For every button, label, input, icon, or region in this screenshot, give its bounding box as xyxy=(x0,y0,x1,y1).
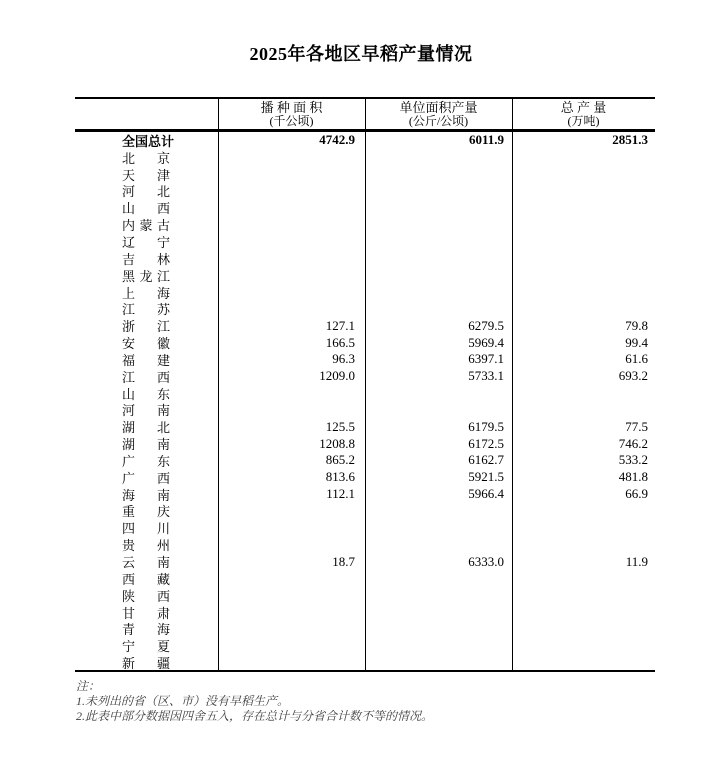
yield-value: 6011.9 xyxy=(468,132,504,148)
region-name: 湖 北 xyxy=(122,420,170,436)
output-value: 61.6 xyxy=(625,351,648,367)
region-name: 北 京 xyxy=(122,150,170,166)
region-name: 福 建 xyxy=(122,352,170,368)
header-output-unit: (万吨) xyxy=(567,114,600,128)
sown-area-value: 4742.9 xyxy=(319,132,355,148)
table-row xyxy=(75,536,655,553)
table-row xyxy=(75,284,655,301)
table-row xyxy=(75,418,655,435)
table-row xyxy=(75,402,655,419)
output-value: 66.9 xyxy=(625,486,648,502)
region-name: 吉 林 xyxy=(122,251,170,267)
footnote-heading: 注： xyxy=(76,679,101,693)
sown-area-value: 813.6 xyxy=(325,469,355,485)
table-row xyxy=(75,300,655,317)
table-row xyxy=(75,385,655,402)
table-row xyxy=(75,654,655,671)
table-row xyxy=(75,183,655,200)
region-name: 黑 龙 江 xyxy=(122,268,170,284)
region-cell xyxy=(75,653,218,672)
table-row xyxy=(75,351,655,368)
sown-area-value: 166.5 xyxy=(325,334,355,350)
table-row xyxy=(75,553,655,570)
sown-area-value: 18.7 xyxy=(332,553,355,569)
yield-value: 6397.1 xyxy=(468,351,504,367)
region-name: 内 蒙 古 xyxy=(122,218,170,234)
sown-area-value: 96.3 xyxy=(332,351,355,367)
output-value: 99.4 xyxy=(625,334,648,350)
footnote-item: 2.此表中部分数据因四舍五入，存在总计与分省合计数不等的情况。 xyxy=(76,709,434,723)
header-sown-area-unit: (千公顷) xyxy=(269,114,314,128)
table-row xyxy=(75,267,655,284)
yield-value: 6279.5 xyxy=(468,317,504,333)
region-name: 广 西 xyxy=(122,470,170,486)
header-output-label: 总 产 量 xyxy=(560,100,607,115)
output-value: 11.9 xyxy=(625,553,648,569)
table-row xyxy=(75,166,655,183)
region-name: 重 庆 xyxy=(122,504,170,520)
table-row xyxy=(75,469,655,486)
region-name: 陕 西 xyxy=(122,588,170,604)
table-row xyxy=(75,604,655,621)
region-name: 辽 宁 xyxy=(122,234,170,250)
output-value: 693.2 xyxy=(618,368,648,384)
region-name: 江 苏 xyxy=(122,302,170,318)
table-row xyxy=(75,132,655,149)
table-row xyxy=(75,216,655,233)
region-name: 贵 州 xyxy=(122,538,170,554)
table-row xyxy=(75,317,655,334)
yield-value: 5921.5 xyxy=(468,469,504,485)
yield-value: 6162.7 xyxy=(468,452,504,468)
yield-value: 6172.5 xyxy=(468,435,504,451)
region-name: 天 津 xyxy=(122,167,170,183)
header-yield-unit: (公斤/公顷) xyxy=(408,114,469,128)
footnotes xyxy=(76,679,433,724)
table-row xyxy=(75,570,655,587)
sown-area-value: 1209.0 xyxy=(319,368,355,384)
region-name: 山 西 xyxy=(122,201,170,217)
region-name: 广 东 xyxy=(122,453,170,469)
table-row xyxy=(75,250,655,267)
output-value: 533.2 xyxy=(618,452,648,468)
yield-value: 5966.4 xyxy=(468,486,504,502)
region-name: 安 徽 xyxy=(122,336,170,352)
region-name: 海 南 xyxy=(122,487,170,503)
region-name: 青 海 xyxy=(122,622,170,638)
header-yield xyxy=(365,99,512,129)
output-value: 77.5 xyxy=(625,418,648,434)
region-name: 四 川 xyxy=(122,521,170,537)
region-name: 河 南 xyxy=(122,403,170,419)
output-value: 746.2 xyxy=(618,435,648,451)
region-name: 新 疆 xyxy=(122,656,170,672)
yield-value: 6333.0 xyxy=(468,553,504,569)
region-name: 西 藏 xyxy=(122,571,170,587)
header-output xyxy=(512,99,655,129)
table-row xyxy=(75,149,655,166)
region-name: 浙 江 xyxy=(122,319,170,335)
output-value: 481.8 xyxy=(618,469,648,485)
table-row xyxy=(75,486,655,503)
sown-area-value: 1208.8 xyxy=(319,435,355,451)
yield-value: 5969.4 xyxy=(468,334,504,350)
output-value: 2851.3 xyxy=(612,132,648,148)
region-name: 湖 南 xyxy=(122,437,170,453)
region-name: 宁 夏 xyxy=(122,639,170,655)
region-name: 山 东 xyxy=(122,386,170,402)
region-name: 甘 肃 xyxy=(122,605,170,621)
table-row xyxy=(75,503,655,520)
header-yield-label: 单位面积产量 xyxy=(399,100,478,115)
header-sown-area-label: 播 种 面 积 xyxy=(260,100,323,115)
sown-area-value: 112.1 xyxy=(326,486,355,502)
region-name: 上 海 xyxy=(122,285,170,301)
table-row xyxy=(75,637,655,654)
region-name: 全国总计 xyxy=(122,133,175,149)
table-row xyxy=(75,452,655,469)
sown-area-value: 125.5 xyxy=(325,418,355,434)
table-row xyxy=(75,519,655,536)
footnote-item: 1.未列出的省（区、市）没有早稻生产。 xyxy=(76,694,290,708)
yield-value: 6179.5 xyxy=(468,418,504,434)
table-row xyxy=(75,233,655,250)
header-sown-area xyxy=(218,99,365,129)
sown-area-value: 865.2 xyxy=(325,452,355,468)
sown-area-value: 127.1 xyxy=(325,317,355,333)
page-title: 2025年各地区早稻产量情况 xyxy=(249,44,473,64)
region-name: 河 北 xyxy=(122,184,170,200)
table-row xyxy=(75,435,655,452)
region-name: 江 西 xyxy=(122,369,170,385)
table-row xyxy=(75,368,655,385)
rice-production-table xyxy=(75,97,655,672)
table-body xyxy=(75,132,655,671)
table-row xyxy=(75,334,655,351)
yield-value: 5733.1 xyxy=(468,368,504,384)
table-row xyxy=(75,587,655,604)
region-name: 云 南 xyxy=(122,555,170,571)
output-value: 79.8 xyxy=(625,317,648,333)
table-row xyxy=(75,620,655,637)
header-region xyxy=(75,99,218,129)
table-row xyxy=(75,199,655,216)
